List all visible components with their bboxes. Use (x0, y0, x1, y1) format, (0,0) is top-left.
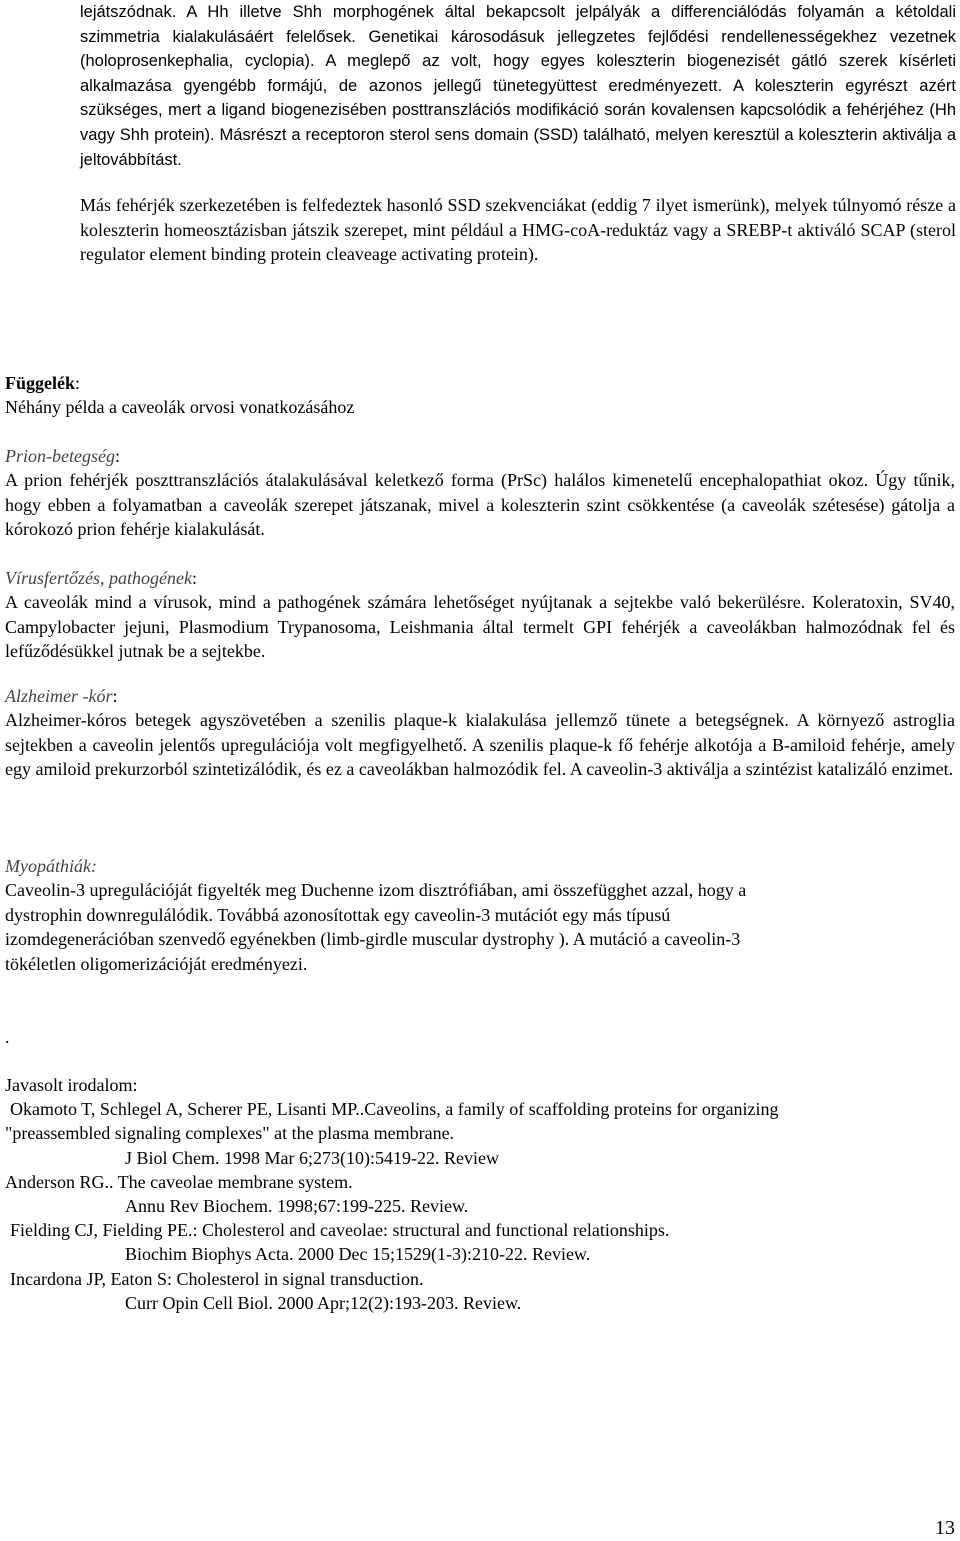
references (5, 1073, 955, 1315)
section-myopathy: Myopáthiák: Caveolin-3 upregulációját figyelték meg Duchenne izom disztrófiában, ami összefügghet azzal, hogy a dystrophin downregulálódik. Továbbá azonosítottak egy caveolin-3 mutációt egy más típusú izomdegenerációban szenvedő egyénekben (limb-girdle muscular dystrophy ). A mutáció a caveolin-3 tökéletlen oligomerizációját eredményezi. (5, 854, 955, 976)
section-body: A caveolák mind a vírusok, mind a pathogének számára lehetőséget nyújtanak a sejtekbe való bekerülésre. Koleratoxin, SV40, Campylobacter jejuni, Plasmodium Trypanosoma, Leishmania által termelt GPI fehérjék a caveolákban halmozódnak fel és lefűződésükkel jutnak be a sejtekbe. (5, 592, 955, 662)
reference-line: Anderson RG.. The caveolae membrane system. (5, 1171, 353, 1192)
separator-dot (5, 1025, 955, 1049)
ssd-text: Más fehérjék szerkezetében is felfedeztek hasonló SSD szekvenciákat (eddig 7 ilyet ismerünk), melyek túlnyomó része a koleszterin homeosztázisban játszik szerepet, mint például a HMG-coA-reduktáz vagy a SREBP-t aktiváló SCAP (sterol regulator element binding protein cleaveage activating protein). (80, 195, 956, 264)
appendix-subtitle: Néhány példa a caveolák orvosi vonatkozásához (5, 397, 355, 418)
appendix-heading-colon: : (75, 373, 81, 393)
reference-line: Incardona JP, Eaton S: Cholesterol in signal transduction. (10, 1268, 424, 1289)
reference-source: J Biol Chem. 1998 Mar 6;273(10):5419-22. Review (125, 1147, 499, 1168)
section-alzheimer: Alzheimer -kór: Alzheimer-kóros betegek agyszövetében a szenilis plaque-k kialakulása jellemző tünete a betegségnek. A környező astroglia sejtekben a caveolin jelentős upregulációja volt megfigyelhető. A szenilis plaque-k fő fehérje alkotója a B-amiloid fehérje, amely egy amiloid prekurzorból szintetizálódik, és ez a caveolákban halmozódik fel. A caveolin-3 aktiválja a szintézist katalizáló enzimet. (5, 684, 955, 782)
section-prion: Prion-betegség: A prion fehérjék poszttranszlációs átalakulásával keletkező forma (PrSc) halálos kimenetelű encephalopathiat okoz. Úgy tűnik, hogy ebben a folyamatban a caveolák szerepet játszanak, mivel a koleszterin szint csökkentése (a caveolák szétesése) gátolja a kórokozó prion fehérje kialakulását. (5, 444, 955, 542)
reference-line: Okamoto T, Schlegel A, Scherer PE, Lisanti MP..Caveolins, a family of scaffolding proteins for organizing (10, 1099, 779, 1120)
section-body: A prion fehérjék poszttranszlációs átalakulásával keletkező forma (PrSc) halálos kimenetelű encephalopathiat okoz. Úgy tűnik, hogy ebben a folyamatban a caveolák szerepet játszanak, mivel a koleszterin szint csökkentése (a caveolák szétesése) gátolja a kórokozó prion fehérje kialakulását. (5, 470, 955, 540)
appendix-header (5, 371, 955, 420)
reference-line: "preassembled signaling complexes" at the plasma membrane. (5, 1123, 455, 1144)
section-line: izomdegenerációban szenvedő egyénekben (limb-girdle muscular dystrophy ). A mutáció a caveolin-3 (5, 929, 741, 950)
dot-text: . (5, 1027, 10, 1047)
section-title: Myopáthiák (5, 856, 91, 876)
section-line: Caveolin-3 upregulációját figyelték meg Duchenne izom disztrófiában, ami összefügghet azzal, hogy a (5, 880, 747, 901)
intro-paragraph (80, 0, 956, 172)
references-heading: Javasolt irodalom: (5, 1075, 138, 1095)
reference-source: Annu Rev Biochem. 1998;67:199-225. Review. (125, 1196, 469, 1217)
reference-source: Curr Opin Cell Biol. 2000 Apr;12(2):193-203. Review. (125, 1292, 522, 1313)
page-number: 13 (935, 1517, 955, 1539)
section-title: Prion-betegség (5, 446, 115, 466)
reference-source: Biochim Biophys Acta. 2000 Dec 15;1529(1-3):210-22. Review. (125, 1244, 591, 1265)
reference-line: Fielding CJ, Fielding PE.: Cholesterol and caveolae: structural and functional relationships. (10, 1220, 670, 1241)
intro-text: lejátszódnak. A Hh illetve Shh morphogének által bekapcsolt jelpályák a differenciálódás folyamán a kétoldali szimmetria kialakulásáért felelősek. Genetikai károsodásuk jellegzetes fejlődési rendellenességekhez vezetnek (holoprosenkephalia, cyclopia). A meglepő az volt, hogy egyes koleszterin biogenezisét gátló szerek kísérleti alkalmazása gyengébb formájú, de azonos jellegű tünetegyüttest eredményezett. A koleszterin egyrészt azért szükséges, mert a ligand biogenezisében posttranszlációs modifikáció során kovalensen kapcsolódik a fehérjéhez (Hh vagy Shh protein). Másrészt a receptoron sterol sens domain (SSD) található, melyen keresztül a koleszterin aktiválja a jeltovábbítást. (80, 3, 956, 169)
section-line: dystrophin downregulálódik. Továbbá azonosítottak egy caveolin-3 mutációt egy más típusú (5, 904, 671, 925)
section-virus: Vírusfertőzés, pathogének: A caveolák mind a vírusok, mind a pathogének számára lehetőséget nyújtanak a sejtekbe való bekerülésre. Koleratoxin, SV40, Campylobacter jejuni, Plasmodium Trypanosoma, Leishmania által termelt GPI fehérjék a caveolákban halmozódnak fel és lefűződésükkel jutnak be a sejtekbe. (5, 566, 955, 664)
ssd-paragraph (80, 193, 956, 267)
section-title: Vírusfertőzés, pathogének (5, 568, 192, 588)
appendix-heading: Függelék (5, 373, 75, 393)
section-line: tökéletlen oligomerizációját eredményezi. (5, 953, 308, 974)
section-title: Alzheimer -kór (5, 686, 113, 706)
section-body: Alzheimer-kóros betegek agyszövetében a szenilis plaque-k kialakulása jellemző tünete a betegségnek. A környező astroglia sejtekben a caveolin jelentős upregulációja volt megfigyelhető. A szenilis plaque-k fő fehérje alkotója a B-amiloid fehérje, amely egy amiloid prekurzorból szintetizálódik, és ez a caveolákban halmozódik fel. A caveolin-3 aktiválja a szintézist katalizáló enzimet. (5, 710, 955, 780)
